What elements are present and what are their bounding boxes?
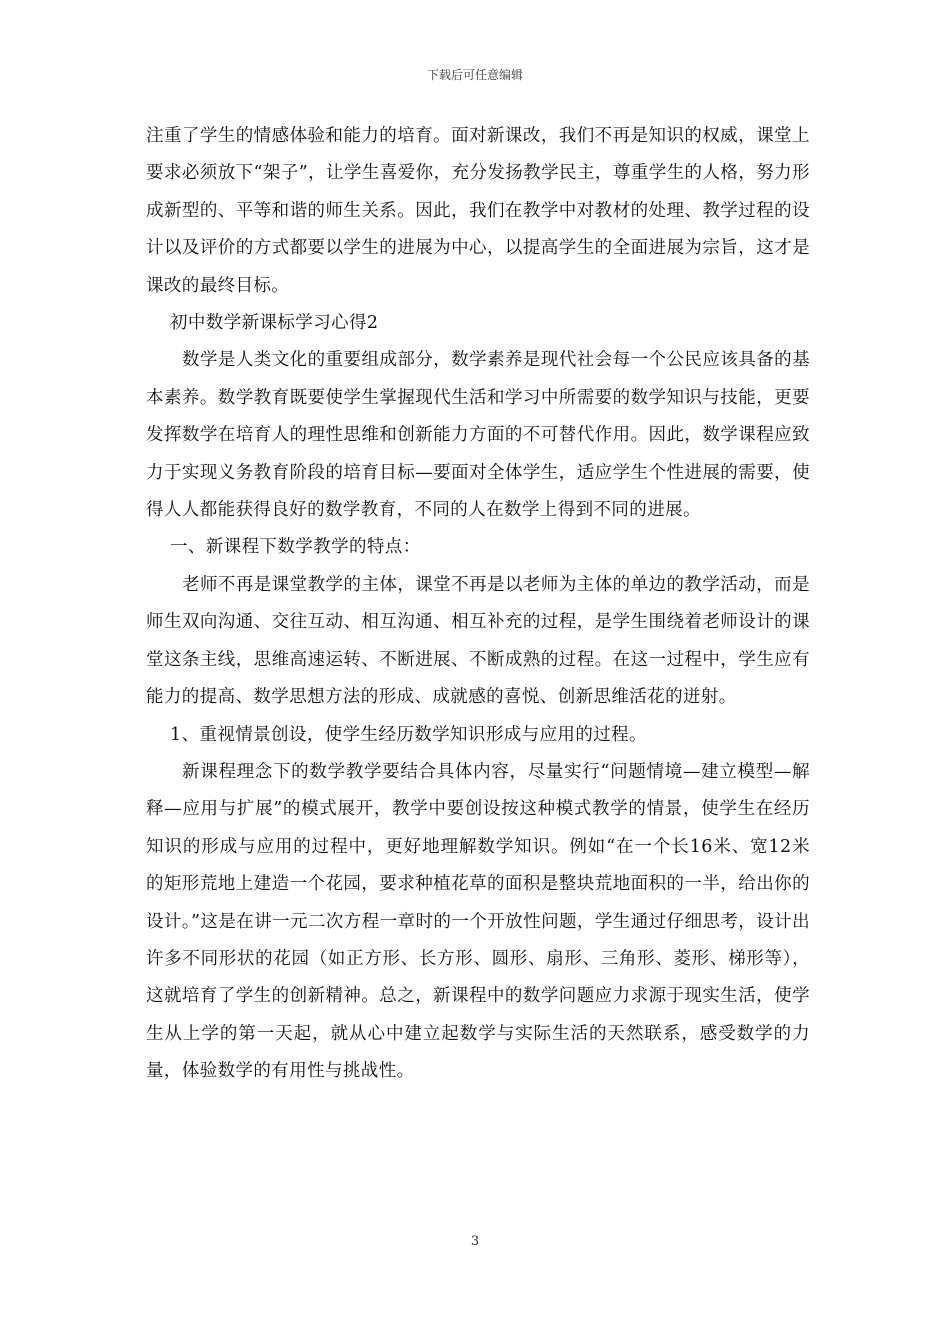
paragraph-continuation: 注重了学生的情感体验和能力的培育。面对新课改，我们不再是知识的权威，课堂上要求必须放下“架子”，让学生喜爱你，充分发扬教学民主，尊重学生的人格，努力形成新型的、平等和谐的师生关系。因此，我们在教学中对教材的处理、教学过程的设计以及评价的方式都要以学生的进展为中心，以提高学生的全面进展为宗旨，这才是课改的最终目标。 (146, 126, 810, 296)
paragraph-scenario: 新课程理念下的数学教学要结合具体内容，尽量实行“问题情境—建立模型—解释—应用与扩展”的模式展开，教学中要创设按这种模式教学的情景，使学生在经历知识的形成与应用的过程中，更好地理解数学知识。例如“在一个长16米、宽12米的矩形荒地上建造一个花园，要求种植花草的面积是整块荒地面积的一半，给出你的设计。”这是在讲一元二次方程一章时的一个开放性问题，学生通过仔细思考，设计出许多不同形状的花园（如正方形、长方形、圆形、扇形、三角形、菱形、梯形等），这就培育了学生的创新精神。总之，新课程中的数学问题应力求源于现实生活，使学生从上学的第一天起，就从心中建立起数学与实际生活的天然联系，感受数学的力量，体验数学的有用性与挑战性。 (146, 761, 810, 1082)
page-number: 3 (470, 1234, 480, 1249)
paragraph-intro: 数学是人类文化的重要组成部分，数学素养是现代社会每一个公民应该具备的基本素养。数学教育既要使学生掌握现代生活和学习中所需要的数学知识与技能，更要发挥数学在培育人的理性思维和创新能力方面的不可替代作用。因此，数学课程应致力于实现义务教育阶段的培育目标—要面对全体学生，适应学生个性进展的需要，使得人人都能获得良好的数学教育，不同的人在数学上得到不同的进展。 (146, 350, 810, 521)
paragraph-teacher-role: 老师不再是课堂教学的主体，课堂不再是以老师为主体的单边的教学活动，而是师生双向沟通、交往互动、相互沟通、相互补充的过程，是学生围绕着老师设计的课堂这条主线，思维高速运转、不断进展、不断成熟的过程。在这一过程中，学生应有能力的提高、数学思想方法的形成、成就感的喜悦、创新思维活花的迸射。 (146, 574, 810, 708)
page-header: 下载后可任意编辑 (426, 68, 523, 82)
subheading-1: 1、重视情景创设，使学生经历数学知识形成与应用的过程。 (170, 724, 647, 745)
document-body (146, 118, 810, 1091)
section-title: 初中数学新课标学习心得2 (170, 313, 379, 334)
section-heading-1: 一、新课程下数学教学的特点： (170, 537, 421, 558)
